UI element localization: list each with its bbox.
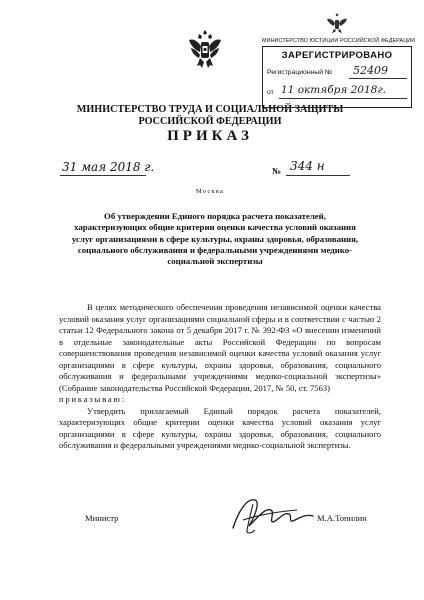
order-title-line-3: услуг организациями в сфере культуры, охраны здоровья, образования, — [71, 233, 359, 244]
stamp-ministry-name: МИНИСТЕРСТВО ЮСТИЦИИ РОССИЙСКОЙ ФЕДЕРАЦИИ — [262, 38, 416, 44]
handwritten-signature-icon — [225, 490, 325, 540]
order-number-sign: № — [272, 166, 282, 176]
stamp-date-value: 11 октября 2018г. — [281, 84, 386, 96]
order-title-line-2: характеризующих общие критерии оценки качества условий оказания — [74, 222, 356, 233]
order-number-underline — [286, 175, 350, 176]
order-title-line-4: социального обслуживания и федеральными учреждениями медико- — [77, 244, 353, 255]
stamp-registration-number: 52409 — [353, 64, 388, 77]
stamp-date-label: от — [267, 89, 274, 96]
stamp-date-underline — [279, 98, 407, 99]
body-paragraph-2: Утвердить прилагаемый Единый порядок расчета показателей, характеризующих общие критерии оценки качества условий оказания услуг организациями в сфере культуры, охраны здоровья, образования, социального обслуживания и федеральными учреждениями медико-социальной экспертизы. — [59, 405, 381, 450]
registration-stamp — [262, 12, 416, 108]
order-date-underline — [60, 175, 146, 176]
order-title-line-5: социальной экспертизы — [167, 256, 263, 267]
document-type: ПРИКАЗ — [167, 128, 253, 144]
ministry-header — [60, 104, 360, 128]
order-directive: приказываю: — [59, 394, 126, 404]
stamp-title: ЗАРЕГИСТРИРОВАНО — [281, 50, 393, 61]
order-title — [70, 211, 360, 267]
stamp-date-row — [267, 84, 409, 96]
city: Москва — [195, 188, 225, 195]
order-title-line-1: Об утверждении Единого порядка расчета показателей, — [104, 211, 326, 221]
ministry-line-2: РОССИЙСКОЙ ФЕДЕРАЦИИ — [138, 116, 282, 127]
body-paragraph-1: В целях методического обеспечения проведения независимой оценки качества условий оказания услуг организациями социальной сферы и в соответствии с частью 2 статьи 12 Федерального закона от 5 декабря 2017 г. № 392-ФЗ «О внесении изменений в отдельные законодательные акты Российской Федерации по вопросам совершенствования проведения независимой оценки качества условий оказания услуг организациями в сфере культуры, охраны здоровья, образования, социального обслуживания и федеральными учреждениями медико-социальной экспертизы» (Собрание законодательства Российской Федерации, 2017, № 50, ст. 7563) — [59, 302, 381, 393]
stamp-registration-underline — [349, 78, 407, 79]
stamp-emblem-icon — [326, 12, 348, 34]
order-date: 31 мая 2018 г. — [62, 160, 155, 174]
coat-of-arms-icon — [186, 28, 224, 70]
stamp-registration-label: Регистрационный № — [267, 69, 333, 76]
order-number: 344 н — [290, 159, 325, 173]
signatory-position: Министр — [85, 513, 119, 523]
stamp-box — [262, 46, 412, 108]
ministry-line-1: МИНИСТЕРСТВО ТРУДА И СОЦИАЛЬНОЙ ЗАЩИТЫ — [76, 104, 344, 115]
signatory-name: М.А.Топилин — [317, 513, 367, 523]
stamp-registration-row — [267, 64, 409, 77]
order-body — [59, 302, 381, 452]
